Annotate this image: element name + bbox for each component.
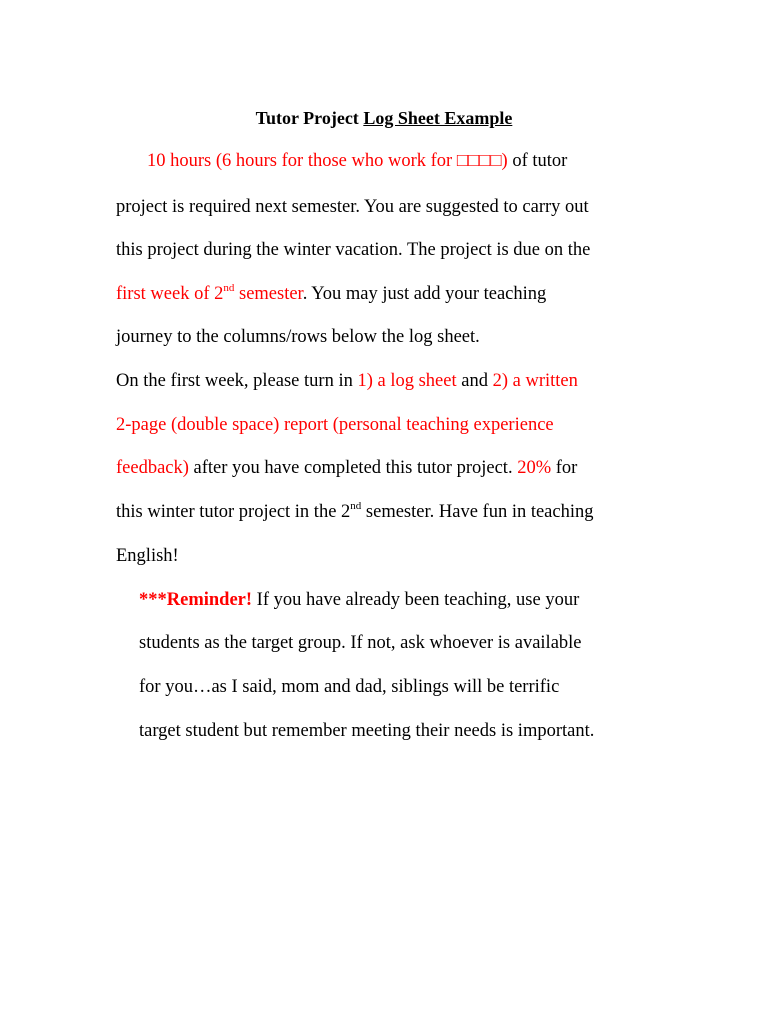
deliverable-2: 2) a written	[492, 371, 578, 391]
paragraph-2-line-1	[116, 369, 578, 393]
deliverable-1: 1) a log sheet	[357, 371, 457, 391]
paragraph-2-line-3	[116, 456, 577, 480]
paragraph-1-line-3: this project during the winter vacation. The project is due on the	[116, 240, 591, 260]
requirement-hours: 10 hours (6 hours for those who work for □□□□)	[147, 151, 508, 171]
text-span: . You may just add your teaching	[302, 284, 547, 304]
paragraph-2-line-4	[116, 500, 594, 524]
reminder-line-2: students as the target group. If not, ask whoever is available	[139, 633, 582, 653]
text-span: semester. Have fun in teaching	[361, 502, 594, 522]
paragraph-2-line-2: 2-page (double space) report (personal teaching experience	[116, 415, 554, 435]
text-span: this winter tutor project in the 2	[116, 502, 351, 522]
text-span: feedback)	[116, 458, 189, 478]
title-text: Tutor Project	[255, 108, 364, 128]
paragraph-2-line-5: English!	[116, 546, 179, 566]
text-span: first week of 2	[116, 284, 224, 304]
text-span: of tutor	[507, 151, 568, 171]
reminder-label: ***Reminder!	[139, 590, 253, 610]
superscript: nd	[223, 282, 235, 294]
document-title	[0, 106, 768, 130]
superscript: nd	[350, 500, 362, 512]
paragraph-1-line-4	[116, 282, 546, 306]
reminder-line-4: target student but remember meeting their needs is important.	[139, 721, 595, 741]
paragraph-1-line-5: journey to the columns/rows below the log sheet.	[116, 327, 480, 347]
due-date	[116, 284, 303, 304]
text-span: and	[456, 371, 493, 391]
paragraph-1-line-2: project is required next semester. You are suggested to carry out	[116, 197, 589, 217]
reminder-line-3: for you…as I said, mom and dad, siblings will be terrific	[139, 677, 560, 697]
text-span: after you have completed this tutor project.	[188, 458, 518, 478]
reminder-line-1	[139, 588, 579, 612]
paragraph-1-line-1	[147, 149, 567, 173]
text-span: for	[551, 458, 578, 478]
grade-weight: 20%	[517, 458, 552, 478]
text-span: On the first week, please turn in	[116, 371, 358, 391]
text-span: semester	[234, 284, 303, 304]
text-span: If you have already been teaching, use your	[252, 590, 580, 610]
title-underlined-text: Log Sheet Example	[363, 108, 513, 128]
